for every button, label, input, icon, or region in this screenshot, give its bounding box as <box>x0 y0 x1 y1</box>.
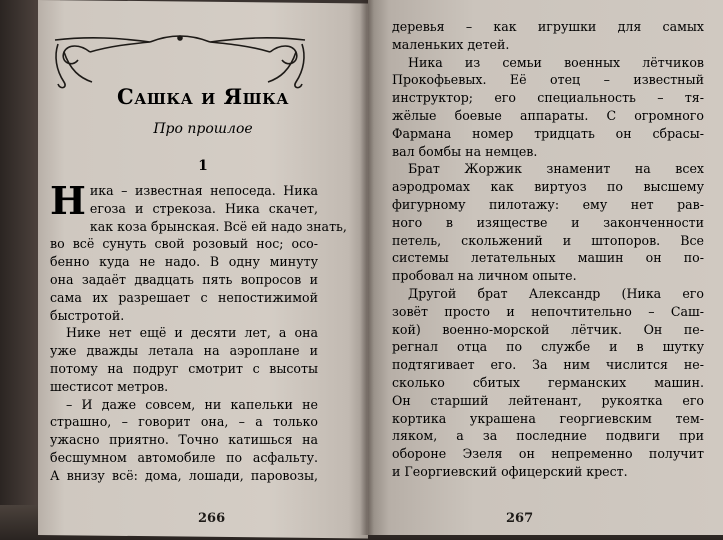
text-line: жёлые боевые аппараты. С огромного <box>392 107 704 123</box>
text-line: Брат Жоржик знаменит на всех <box>408 161 704 177</box>
text-line: шестисот метров. <box>50 378 169 394</box>
text-line: сама их разрешает с непостижимой <box>50 289 318 305</box>
text-line: ного в изяществе и законченности <box>392 214 704 230</box>
text-line: ика – известная непоседа. Ника <box>89 183 318 198</box>
paragraph <box>392 160 704 285</box>
paragraph <box>50 396 318 485</box>
text-line: как коза брынская. Всё ей надо знать, <box>89 218 347 234</box>
story-subtitle: Про прошлое <box>153 121 253 137</box>
text-line: Фармана номер тридцать он сбрасы- <box>392 125 704 141</box>
text-line: А внизу всё: дома, лошади, паровозы, <box>50 467 318 483</box>
text-line: инструктор; его специальность – тя- <box>392 90 704 106</box>
drop-cap: Н <box>50 178 86 223</box>
text-line: пробовал на личном опыте. <box>392 268 577 284</box>
text-line: регнал отца по службе и в шутку <box>392 339 704 355</box>
text-line: деревья – как игрушки для самых <box>392 19 704 34</box>
paragraph <box>392 54 704 161</box>
text-line: быстротой. <box>50 307 125 323</box>
text-line: маленьких детей. <box>392 36 510 52</box>
text-line: фигурному пилотажу: ему нет рав- <box>392 196 704 212</box>
text-line: – И даже совсем, ни капельки не <box>66 396 318 412</box>
paragraph <box>392 285 704 481</box>
text-line: страшно, – говорит она, – а только <box>50 414 318 430</box>
text-line: зовёт просто и непочтительно – Саш- <box>392 303 704 319</box>
text-line: кортика украшена георгиевским тем- <box>392 410 704 426</box>
right-page-body <box>392 18 704 481</box>
left-page-body <box>50 178 347 485</box>
text-line: подтягивает его. За ним числится не- <box>392 357 704 373</box>
text-line: Он старший лейтенант, рукоятка его <box>392 392 704 408</box>
ornament-headpiece <box>50 30 310 92</box>
chapter-number: 1 <box>198 158 208 174</box>
text-line: вал бомбы на немцев. <box>392 143 538 159</box>
text-line: бенно куда не надо. В одну минуту <box>50 254 318 270</box>
text-line: уже дважды летала на аэроплане и <box>50 343 318 359</box>
paragraph <box>392 18 704 54</box>
text-line: Нике нет ещё и десяти лет, а она <box>66 325 318 341</box>
text-line: Прокофьевых. Её отец – известный <box>392 72 704 88</box>
text-line: системы летательных машин он по- <box>392 250 704 266</box>
text-line: потому на подруг смотрит с высоты <box>50 360 318 376</box>
page-number-right: 267 <box>506 511 534 526</box>
text-line: ужасно приятно. Точно катишься на <box>50 432 318 448</box>
text-line: бесшумном автомобиле по асфальту. <box>50 449 318 465</box>
text-line: егоза и стрекоза. Ника скачет, <box>89 200 318 216</box>
text-line: кой) военно-морской лётчик. Он пе- <box>392 321 704 337</box>
paragraph <box>50 324 318 395</box>
text-line: ляком, а за последние подвиги при <box>392 428 704 444</box>
text-line: аэродромах как виртуоз по высшему <box>392 179 704 195</box>
text-line: обороне Эзеля он непременно получит <box>392 446 704 462</box>
book-spine <box>360 0 374 535</box>
text-line: во всё сунуть свой розовый нос; осо- <box>50 236 318 252</box>
text-line: петель, скольжений и штопоров. Все <box>392 232 704 248</box>
text-line: сколько сбитых германских машин. <box>392 374 704 390</box>
text-line: Другой брат Александр (Ника его <box>408 285 704 301</box>
paragraph <box>50 178 347 324</box>
story-title: Сашка и Яшка <box>116 84 289 109</box>
page-number-left: 266 <box>198 511 226 526</box>
text-line: Ника из семьи военных лётчиков <box>408 54 704 70</box>
text-line: она задаёт двадцать пять вопросов и <box>50 271 318 287</box>
text-line: и Георгиевский офицерский крест. <box>392 463 628 479</box>
